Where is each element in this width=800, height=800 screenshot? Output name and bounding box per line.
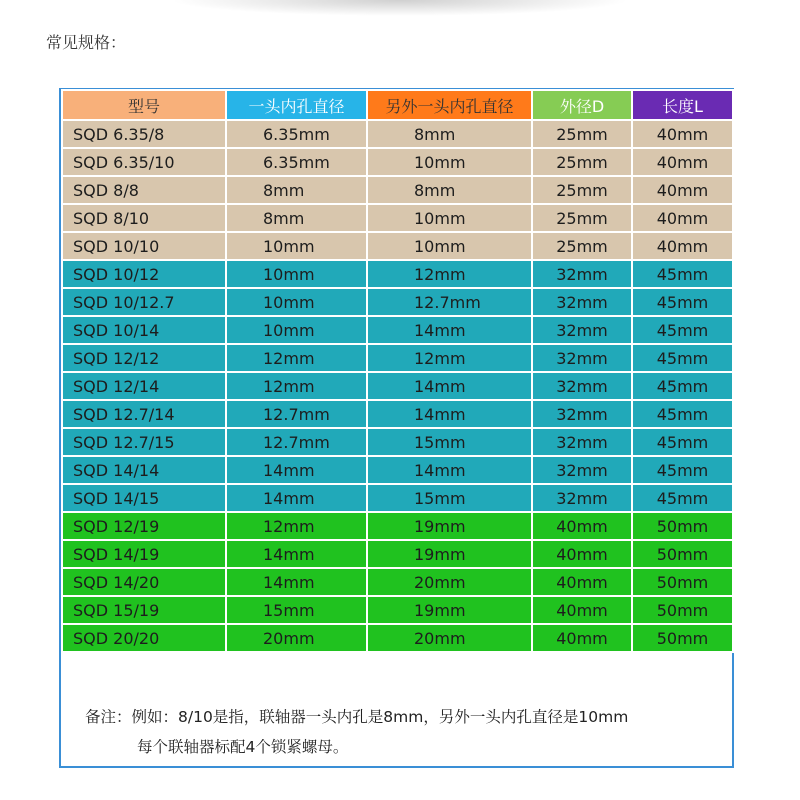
table-row (62, 484, 733, 512)
cell-bore-2: 14mm (367, 400, 532, 428)
cell-length: 45mm (632, 288, 733, 316)
cell-model: SQD 14/20 (62, 568, 226, 596)
spec-table (61, 89, 734, 653)
cell-bore-2: 10mm (367, 148, 532, 176)
cell-model: SQD 12/19 (62, 512, 226, 540)
cell-bore-1: 10mm (226, 316, 367, 344)
cell-model: SQD 12.7/15 (62, 428, 226, 456)
cell-outer-diameter: 40mm (532, 596, 632, 624)
cell-length: 45mm (632, 484, 733, 512)
cell-bore-2: 14mm (367, 372, 532, 400)
cell-bore-2: 14mm (367, 456, 532, 484)
cell-bore-2: 12mm (367, 344, 532, 372)
cell-model: SQD 6.35/8 (62, 120, 226, 148)
cell-outer-diameter: 32mm (532, 288, 632, 316)
cell-bore-2: 8mm (367, 176, 532, 204)
header-bore-2: 另外一头内孔直径 (367, 90, 532, 120)
cell-bore-1: 8mm (226, 204, 367, 232)
cell-model: SQD 14/19 (62, 540, 226, 568)
table-row (62, 512, 733, 540)
cell-length: 40mm (632, 120, 733, 148)
cell-length: 40mm (632, 176, 733, 204)
table-row (62, 232, 733, 260)
cell-bore-2: 10mm (367, 232, 532, 260)
table-row (62, 148, 733, 176)
cell-bore-1: 14mm (226, 540, 367, 568)
cell-bore-2: 15mm (367, 428, 532, 456)
cell-bore-1: 6.35mm (226, 148, 367, 176)
cell-length: 50mm (632, 596, 733, 624)
cell-model: SQD 12.7/14 (62, 400, 226, 428)
cell-length: 50mm (632, 540, 733, 568)
header-model: 型号 (62, 90, 226, 120)
note-line-1: 备注：例如：8/10是指，联轴器一头内孔是8mm，另外一头内孔直径是10mm (85, 708, 629, 726)
cell-bore-1: 10mm (226, 288, 367, 316)
cell-model: SQD 10/12.7 (62, 288, 226, 316)
table-row (62, 344, 733, 372)
cell-bore-2: 10mm (367, 204, 532, 232)
cell-bore-1: 12mm (226, 372, 367, 400)
cell-model: SQD 14/14 (62, 456, 226, 484)
cell-model: SQD 10/12 (62, 260, 226, 288)
cell-bore-1: 12.7mm (226, 428, 367, 456)
cell-outer-diameter: 32mm (532, 400, 632, 428)
cell-outer-diameter: 32mm (532, 344, 632, 372)
cell-length: 45mm (632, 372, 733, 400)
cell-model: SQD 15/19 (62, 596, 226, 624)
cell-outer-diameter: 32mm (532, 260, 632, 288)
cell-bore-2: 19mm (367, 596, 532, 624)
cell-length: 40mm (632, 148, 733, 176)
cell-model: SQD 12/12 (62, 344, 226, 372)
cell-bore-1: 15mm (226, 596, 367, 624)
cell-length: 50mm (632, 512, 733, 540)
cell-length: 45mm (632, 400, 733, 428)
cell-bore-2: 12mm (367, 260, 532, 288)
table-row (62, 176, 733, 204)
cell-length: 45mm (632, 316, 733, 344)
cell-model: SQD 12/14 (62, 372, 226, 400)
cell-model: SQD 20/20 (62, 624, 226, 652)
cell-outer-diameter: 25mm (532, 176, 632, 204)
cell-bore-2: 8mm (367, 120, 532, 148)
cell-outer-diameter: 40mm (532, 540, 632, 568)
cell-bore-1: 20mm (226, 624, 367, 652)
table-body (62, 120, 733, 652)
table-row (62, 540, 733, 568)
table-row (62, 204, 733, 232)
cell-outer-diameter: 32mm (532, 428, 632, 456)
cell-bore-2: 12.7mm (367, 288, 532, 316)
table-row (62, 596, 733, 624)
cell-length: 45mm (632, 428, 733, 456)
cell-outer-diameter: 25mm (532, 148, 632, 176)
cell-bore-2: 19mm (367, 540, 532, 568)
cell-bore-2: 20mm (367, 568, 532, 596)
cell-outer-diameter: 40mm (532, 512, 632, 540)
cell-length: 45mm (632, 260, 733, 288)
table-row (62, 372, 733, 400)
table-row (62, 624, 733, 652)
cell-length: 50mm (632, 624, 733, 652)
cell-bore-2: 20mm (367, 624, 532, 652)
section-title: 常见规格： (46, 33, 127, 52)
cell-outer-diameter: 32mm (532, 372, 632, 400)
cell-bore-2: 15mm (367, 484, 532, 512)
note-line-2: 每个联轴器标配4个锁紧螺母。 (137, 738, 349, 756)
table-row (62, 120, 733, 148)
cell-model: SQD 8/10 (62, 204, 226, 232)
cell-bore-2: 14mm (367, 316, 532, 344)
cell-bore-1: 10mm (226, 232, 367, 260)
cell-length: 45mm (632, 456, 733, 484)
cell-outer-diameter: 25mm (532, 232, 632, 260)
cell-bore-1: 10mm (226, 260, 367, 288)
cell-outer-diameter: 32mm (532, 456, 632, 484)
cell-model: SQD 8/8 (62, 176, 226, 204)
table-row (62, 428, 733, 456)
header-length: 长度L (632, 90, 733, 120)
note (85, 702, 730, 762)
cell-outer-diameter: 40mm (532, 568, 632, 596)
table-row (62, 456, 733, 484)
table-row (62, 568, 733, 596)
cell-bore-1: 12mm (226, 512, 367, 540)
cell-bore-1: 14mm (226, 484, 367, 512)
table-row (62, 400, 733, 428)
cell-bore-1: 14mm (226, 456, 367, 484)
cell-bore-1: 12mm (226, 344, 367, 372)
cell-outer-diameter: 32mm (532, 484, 632, 512)
cell-model: SQD 10/14 (62, 316, 226, 344)
cell-length: 40mm (632, 204, 733, 232)
table-header-row (62, 90, 733, 120)
cell-length: 45mm (632, 344, 733, 372)
header-outer-diameter: 外径D (532, 90, 632, 120)
cell-length: 50mm (632, 568, 733, 596)
cell-bore-2: 19mm (367, 512, 532, 540)
cell-length: 40mm (632, 232, 733, 260)
cell-model: SQD 14/15 (62, 484, 226, 512)
cell-outer-diameter: 40mm (532, 624, 632, 652)
cell-bore-1: 14mm (226, 568, 367, 596)
cell-outer-diameter: 32mm (532, 316, 632, 344)
cell-model: SQD 6.35/10 (62, 148, 226, 176)
table-row (62, 288, 733, 316)
header-bore-1: 一头内孔直径 (226, 90, 367, 120)
cell-outer-diameter: 25mm (532, 120, 632, 148)
cell-bore-1: 8mm (226, 176, 367, 204)
cell-bore-1: 6.35mm (226, 120, 367, 148)
cell-bore-1: 12.7mm (226, 400, 367, 428)
table-row (62, 260, 733, 288)
top-shadow-decoration (170, 0, 630, 16)
cell-model: SQD 10/10 (62, 232, 226, 260)
table-row (62, 316, 733, 344)
cell-outer-diameter: 25mm (532, 204, 632, 232)
